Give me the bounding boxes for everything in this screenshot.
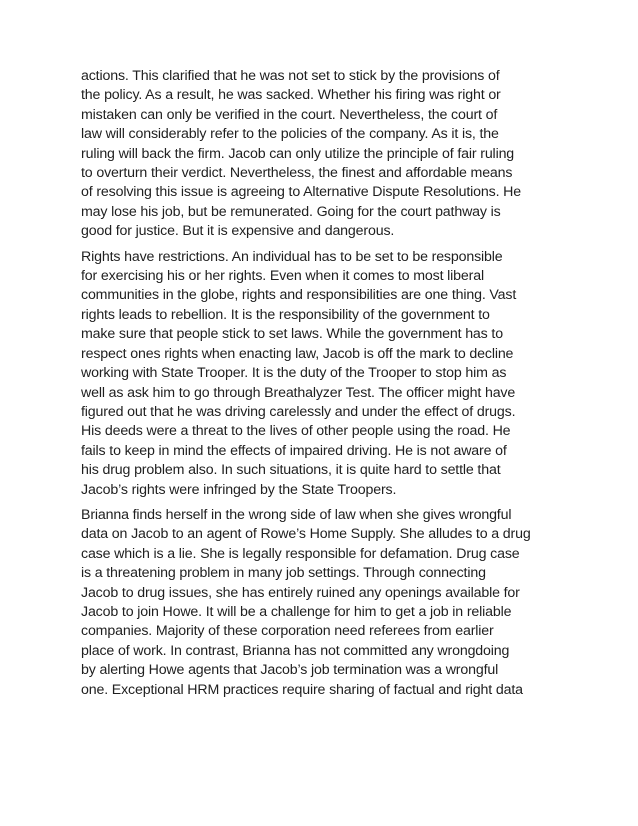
text-line: actions. This clarified that he was not set to stick by the provisions of <box>81 68 500 84</box>
text-line: mistaken can only be verified in the court. Nevertheless, the court of <box>81 106 498 123</box>
text-line: to overturn their verdict. Nevertheless, the finest and affordable means <box>81 165 513 182</box>
text-line: His deeds were a threat to the lives of other people using the road. He <box>81 423 511 440</box>
text-line: respect ones rights when enacting law, Jacob is off the mark to decline <box>81 345 514 362</box>
text-line: by alerting Howe agents that Jacob’s job termination was a wrongful <box>81 662 499 679</box>
paragraph-2 <box>81 248 561 500</box>
text-line: rights leads to rebellion. It is the responsibility of the government to <box>81 306 490 323</box>
text-line: case which is a lie. She is legally responsible for defamation. Drug case <box>81 545 520 562</box>
document-body <box>81 67 561 706</box>
text-line: communities in the globe, rights and responsibilities are one thing. Vast <box>81 287 517 304</box>
text-line: companies. Majority of these corporation need referees from earlier <box>81 623 494 640</box>
text-line: fails to keep in mind the effects of impaired driving. He is not aware of <box>81 442 507 459</box>
text-line: Jacob’s rights were infringed by the State Troopers. <box>81 481 397 498</box>
text-line: data on Jacob to an agent of Rowe’s Home Supply. She alludes to a drug <box>81 526 531 543</box>
text-line: ruling will back the firm. Jacob can only utilize the principle of fair ruling <box>81 145 515 162</box>
text-line: Rights have restrictions. An individual has to be set to be responsible <box>81 248 503 265</box>
text-line: law will considerably refer to the policies of the company. As it is, the <box>81 126 499 143</box>
text-line: Brianna finds herself in the wrong side of law when she gives wrongful <box>81 506 512 523</box>
text-line: for exercising his or her rights. Even when it comes to most liberal <box>81 268 484 285</box>
text-line: Jacob to drug issues, she has entirely ruined any openings available for <box>81 584 520 601</box>
text-line: is a threatening problem in many job settings. Through connecting <box>81 565 486 582</box>
text-line: place of work. In contrast, Brianna has not committed any wrongdoing <box>81 642 510 659</box>
text-line: one. Exceptional HRM practices require sharing of factual and right data <box>81 681 523 698</box>
text-line: Jacob to join Howe. It will be a challenge for him to get a job in reliable <box>81 603 512 620</box>
paragraph-1 <box>81 67 561 242</box>
text-line: make sure that people stick to set laws. While the government has to <box>81 326 503 343</box>
text-line: of resolving this issue is agreeing to Alternative Dispute Resolutions. He <box>81 184 521 201</box>
text-line: good for justice. But it is expensive and dangerous. <box>81 223 395 240</box>
text-line: working with State Trooper. It is the duty of the Trooper to stop him as <box>81 365 507 382</box>
paragraph-3 <box>81 506 561 700</box>
text-line: well as ask him to go through Breathalyzer Test. The officer might have <box>81 384 516 401</box>
text-line: figured out that he was driving carelessly and under the effect of drugs. <box>81 403 516 420</box>
text-line: may lose his job, but be remunerated. Going for the court pathway is <box>81 203 501 220</box>
text-line: the policy. As a result, he was sacked. Whether his firing was right or <box>81 87 501 104</box>
text-line: his drug problem also. In such situations, it is quite hard to settle that <box>81 462 501 479</box>
